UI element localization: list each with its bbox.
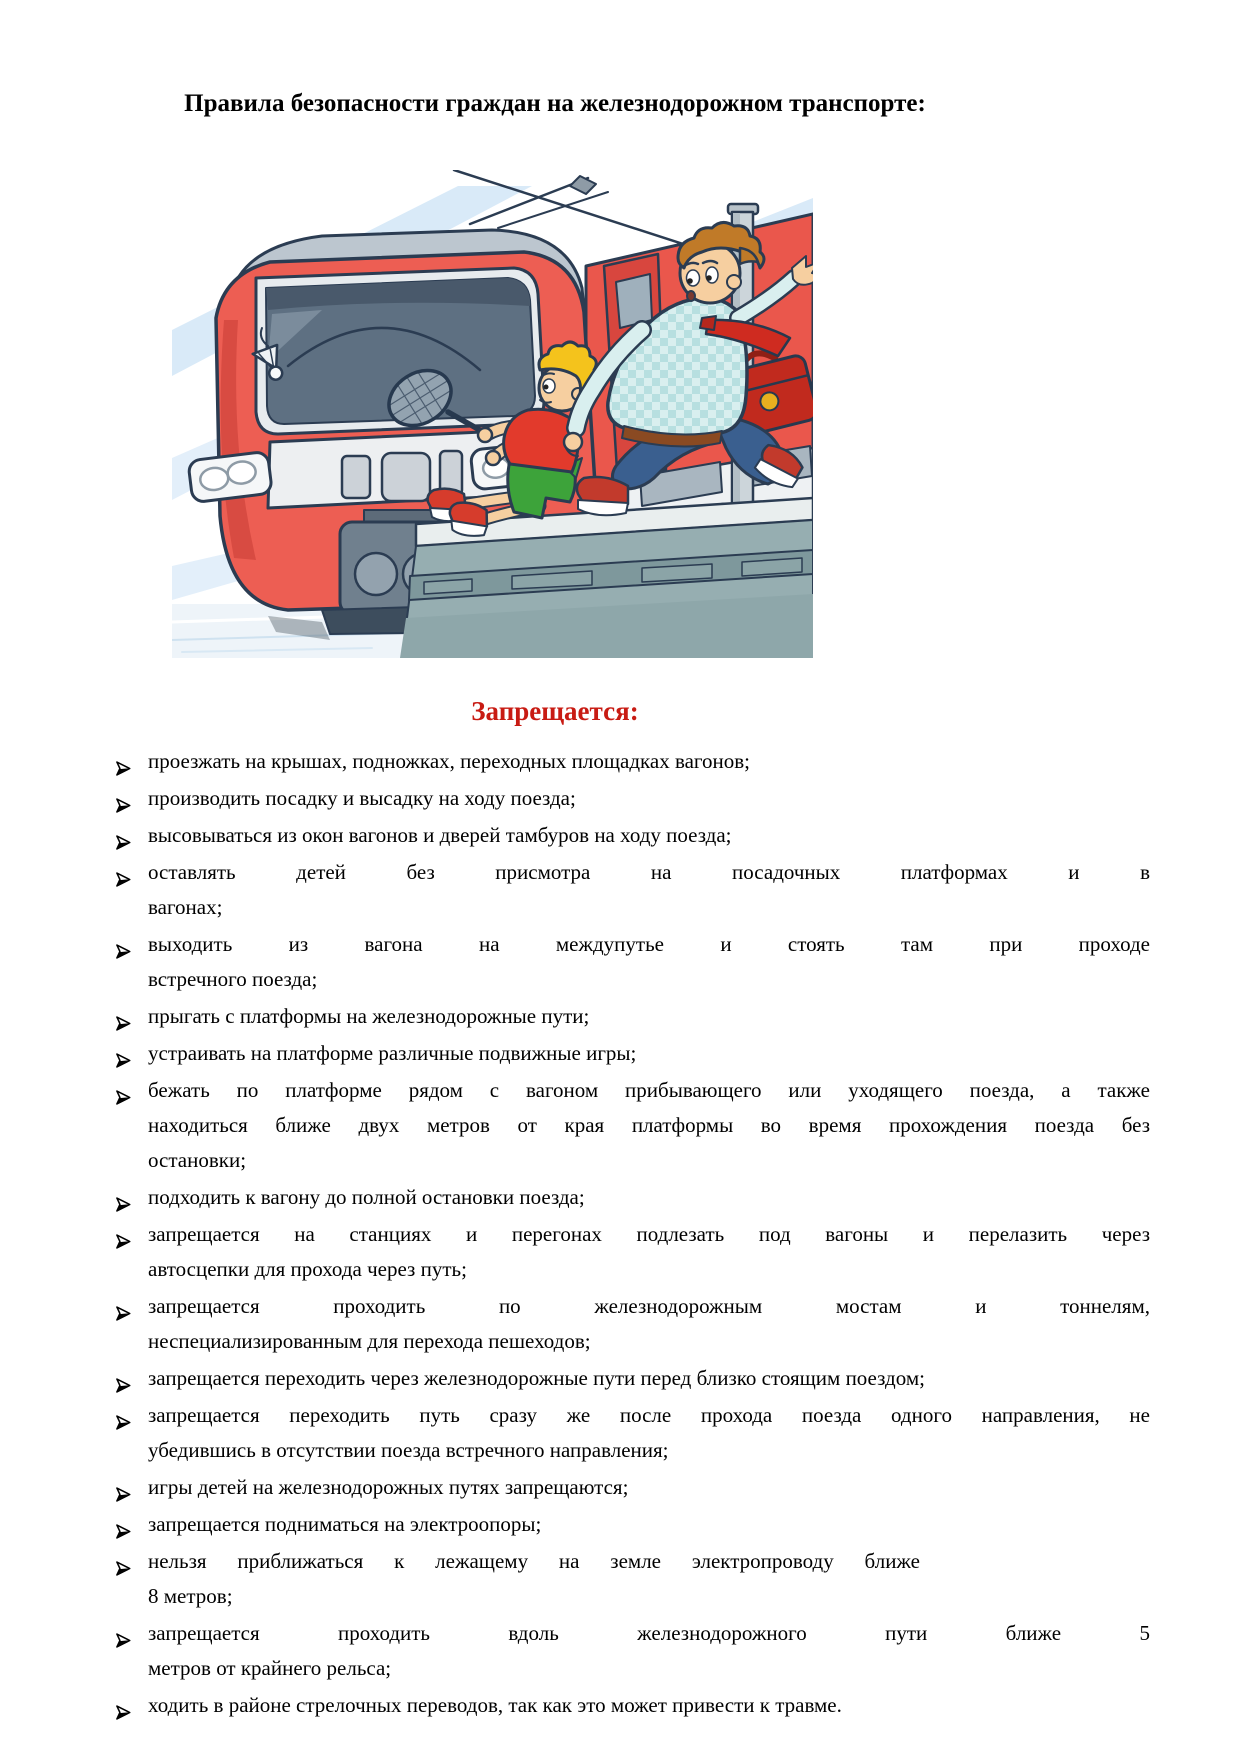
list-item-line: запрещается подниматься на электроопоры; (148, 1512, 542, 1536)
list-item-text (148, 1688, 1150, 1723)
list-item (113, 1544, 1150, 1614)
list-item (113, 1289, 1150, 1359)
list-item-text (148, 999, 1150, 1034)
arrow-bullet-icon (115, 1479, 132, 1496)
list-item-text (148, 1180, 1150, 1215)
list-item-line: запрещается на станциях и перегонах подлезать под вагоны и перелазить через (148, 1222, 1150, 1246)
arrow-bullet-icon (115, 827, 132, 844)
list-item-line: метров от крайнего рельса; (148, 1656, 392, 1680)
arrow-bullet-icon (115, 1008, 132, 1025)
list-item-text (148, 781, 1150, 816)
list-item-text (148, 1507, 1150, 1542)
arrow-bullet-icon (115, 936, 132, 953)
arrow-bullet-icon (115, 1226, 132, 1243)
arrow-bullet-icon (115, 864, 132, 881)
list-item-line: игры детей на железнодорожных путях запрещаются; (148, 1475, 629, 1499)
list-item-line: запрещается переходить путь сразу же после прохода поезда одного направления, не (148, 1403, 1150, 1427)
list-item-text (148, 1361, 1150, 1396)
list-item-line: вагонах; (148, 895, 223, 919)
arrow-bullet-icon (115, 1407, 132, 1424)
list-item-line: выходить из вагона на междупутье и стоять там при проходе (148, 932, 1150, 956)
list-item-line: бежать по платформе рядом с вагоном прибывающего или уходящего поезда, а также (148, 1078, 1150, 1102)
list-item-text (148, 1036, 1150, 1071)
list-item-line: находиться ближе двух метров от края платформы во время прохождения поезда без (148, 1113, 1150, 1137)
list-item-text (148, 1470, 1150, 1505)
list-item (113, 818, 1150, 853)
arrow-bullet-icon (115, 1082, 132, 1099)
list-item (113, 1361, 1150, 1396)
arrow-bullet-icon (115, 1370, 132, 1387)
list-item-text (148, 1398, 1150, 1468)
list-item (113, 855, 1150, 925)
list-item (113, 1507, 1150, 1542)
arrow-bullet-icon (115, 1553, 132, 1570)
list-item-line: неспециализированным для перехода пешеходов; (148, 1329, 591, 1353)
list-item (113, 1688, 1150, 1723)
list-item-line: производить посадку и высадку на ходу поезда; (148, 786, 576, 810)
man-front-shoe (577, 477, 628, 515)
list-item-line: подходить к вагону до полной остановки поезда; (148, 1185, 585, 1209)
list-item-line: встречного поезда; (148, 967, 318, 991)
arrow-bullet-icon (115, 1045, 132, 1062)
list-item-line: запрещается проходить вдоль железнодорожного пути ближе 5 (148, 1621, 1150, 1645)
list-item-line: автосцепки для прохода через путь; (148, 1257, 467, 1281)
list-item (113, 927, 1150, 997)
list-item (113, 1616, 1150, 1686)
list-item (113, 1036, 1150, 1071)
list-item-text (148, 1289, 1150, 1359)
arrow-bullet-icon (115, 790, 132, 807)
prohibited-list (113, 744, 1150, 1725)
list-item-line: убедившись в отсутствии поезда встречного направления; (148, 1438, 669, 1462)
page-title: Правила безопасности граждан на железнодорожном транспорте: (184, 90, 926, 117)
arrow-bullet-icon (115, 1697, 132, 1714)
list-item-text (148, 818, 1150, 853)
list-item-line: ходить в районе стрелочных переводов, так как это может привести к травме. (148, 1693, 842, 1717)
left-headlight-pod (188, 451, 273, 502)
list-item-line: устраивать на платформе различные подвижные игры; (148, 1041, 637, 1065)
arrow-bullet-icon (115, 1298, 132, 1315)
safety-illustration-svg (172, 170, 813, 658)
list-item-line: нельзя приближаться к лежащему на земле электропроводу ближе (148, 1549, 920, 1573)
list-item (113, 1217, 1150, 1287)
list-item-text (148, 1217, 1150, 1287)
arrow-bullet-icon (115, 1516, 132, 1533)
list-item (113, 1073, 1150, 1178)
list-item (113, 781, 1150, 816)
list-item-text (148, 927, 1150, 997)
prohibited-heading: Запрещается: (471, 696, 639, 726)
list-item-line: высовываться из окон вагонов и дверей тамбуров на ходу поезда; (148, 823, 732, 847)
list-item-text (148, 1616, 1150, 1686)
list-item-line: запрещается проходить по железнодорожным мостам и тоннелям, (148, 1294, 1150, 1318)
list-item-text (148, 855, 1150, 925)
arrow-bullet-icon (115, 753, 132, 770)
list-item (113, 999, 1150, 1034)
arrow-bullet-icon (115, 1625, 132, 1642)
list-item (113, 1470, 1150, 1505)
list-item-text (148, 1544, 1150, 1614)
list-item (113, 744, 1150, 779)
list-item-line: оставлять детей без присмотра на посадочных платформах и в (148, 860, 1150, 884)
list-item-line: 8 метров; (148, 1584, 233, 1608)
list-item-line: остановки; (148, 1148, 247, 1172)
list-item-text (148, 744, 1150, 779)
list-item-line: запрещается переходить через железнодорожные пути перед близко стоящим поездом; (148, 1366, 925, 1390)
safety-illustration (172, 170, 813, 658)
list-item-text (148, 1073, 1150, 1178)
arrow-bullet-icon (115, 1189, 132, 1206)
list-item (113, 1180, 1150, 1215)
list-item-line: прыгать с платформы на железнодорожные пути; (148, 1004, 590, 1028)
list-item (113, 1398, 1150, 1468)
list-item-line: проезжать на крышах, подножках, переходных площадках вагонов; (148, 749, 751, 773)
